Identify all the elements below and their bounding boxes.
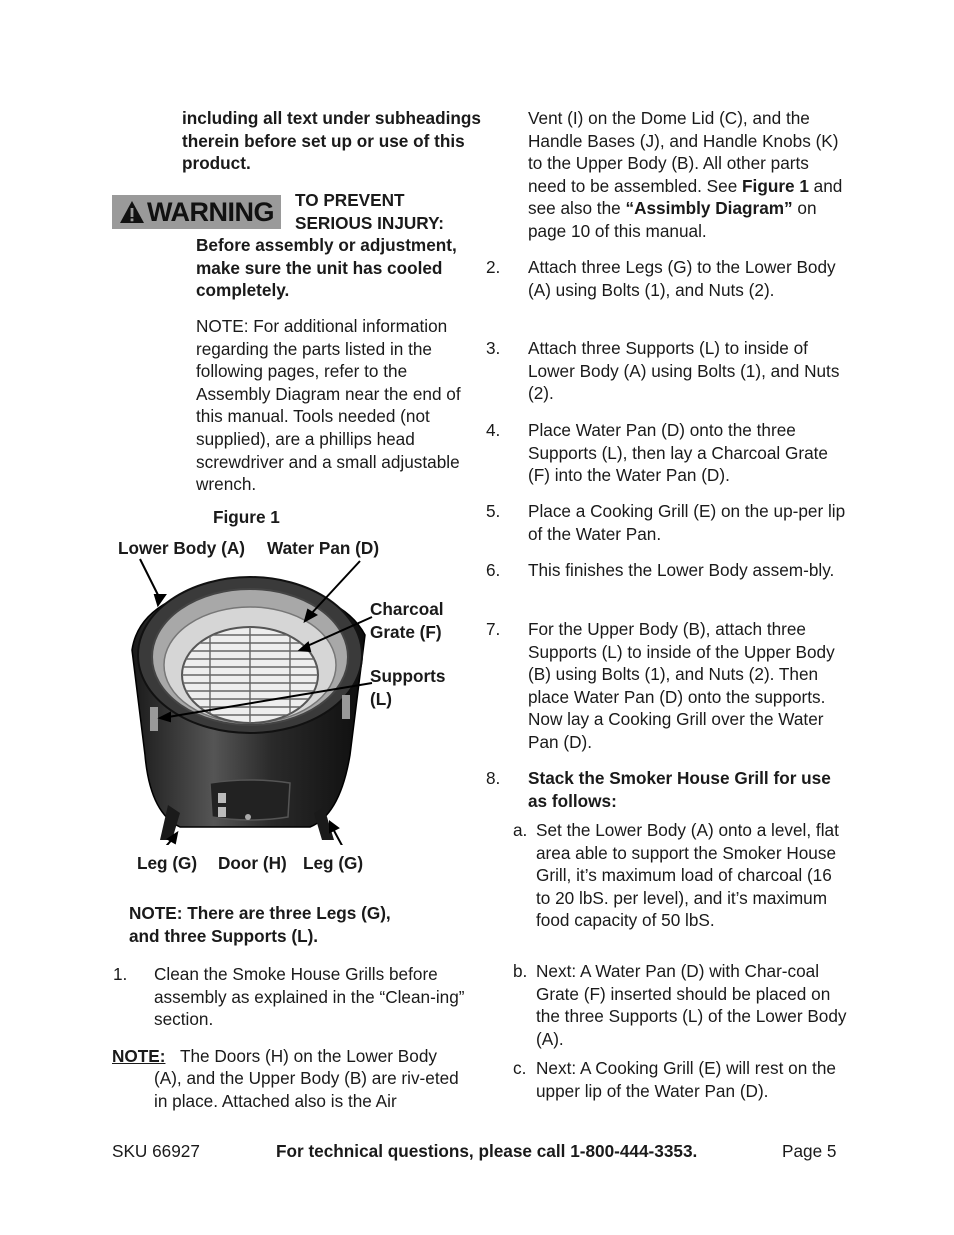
note-legs-line2: and three Supports (L). (129, 925, 319, 946)
warning-heading-line2: SERIOUS INJURY: (295, 212, 444, 233)
warning-badge (112, 195, 281, 229)
figure-label-leg-right: Leg (G) (303, 853, 364, 873)
figure-label-supports (370, 665, 445, 710)
footer-sku: SKU 66927 (112, 1141, 200, 1161)
footer-page-number: Page 5 (782, 1141, 837, 1161)
step-2-text: Attach three Legs (G) to the Lower Body (A) using Bolts (1), and Nuts (2). (528, 257, 836, 300)
substep-a (513, 819, 848, 932)
warning-triangle-icon (119, 200, 145, 224)
step-8-text: Stack the Smoker House Grill for use as follows: (528, 768, 831, 811)
step-5-number: 5. (486, 501, 501, 521)
substep-c (513, 1057, 848, 1102)
warning-body: Before assembly or adjustment, make sure the unit has cooled completely. (196, 235, 457, 301)
note-legs-supports (129, 902, 469, 947)
step-2-number: 2. (486, 257, 501, 277)
step-6-number: 6. (486, 560, 501, 580)
warning-heading-line1: TO PREVENT (295, 190, 405, 210)
substep-c-letter: c. (513, 1058, 527, 1078)
intro-paragraph: including all text under subheadings therein before set up or use of this product. (182, 108, 481, 174)
step-4-number: 4. (486, 420, 501, 440)
step-5-text: Place a Cooking Grill (E) on the up-per lip of the Water Pan. (528, 501, 846, 544)
step-3-number: 3. (486, 338, 501, 358)
continued-end: on page 10 of this manual. (528, 198, 817, 241)
step-1-number: 1. (113, 964, 128, 984)
step-1-text: Clean the Smoke House Grills before assembly as explained in the “Clean-ing” section. (154, 964, 465, 1030)
step-4-text: Place Water Pan (D) onto the three Supports (L), then lay a Charcoal Grate (F) into the Water Pan (D). (528, 420, 828, 486)
supports-label-line1: Supports (370, 666, 446, 686)
note-doors-label: NOTE: (112, 1046, 166, 1066)
footer-tech-support: For technical questions, please call 1-800-444-3353. (276, 1141, 698, 1161)
figure-label-water-pan: Water Pan (D) (267, 538, 380, 558)
continued-text: Vent (I) on the Dome Lid (C), and the Handle Bases (J), and Handle Knobs (K) to the Upper Body (B). All other parts need to be assembled. See (528, 108, 839, 196)
step-8-number: 8. (486, 768, 501, 788)
note-doors-text: (A), and the Upper Body (B) are riv-eted in place. Attached also is the Air (154, 1068, 459, 1111)
figure-reference: Figure 1 (742, 175, 809, 196)
figure-title: Figure 1 (213, 507, 280, 527)
substep-c-text: Next: A Cooking Grill (E) will rest on the upper lip of the Water Pan (D). (536, 1058, 836, 1101)
step-6-text: This finishes the Lower Body assem-bly. (528, 560, 835, 580)
diagram-reference: “Assimbly Diagram” (625, 198, 793, 219)
step-7-number: 7. (486, 619, 501, 639)
note-doors-first-line: The Doors (H) on the Lower Body (180, 1046, 437, 1066)
figure-label-charcoal-grate (370, 598, 444, 643)
smoker-figure-image (110, 555, 380, 845)
warning-heading (295, 189, 475, 234)
step-7-text: For the Upper Body (B), attach three Supports (L) to inside of the Upper Body (B) using Bolts (1), and Nuts (2). Then place Water Pan (D) onto the supports. Now lay a Cooking Grill over the Water Pan (D). (528, 619, 835, 752)
warning-badge-text: WARNING (147, 197, 274, 227)
substep-a-letter: a. (513, 820, 528, 840)
figure-label-lower-body: Lower Body (A) (118, 538, 245, 558)
substep-a-text: Set the Lower Body (A) onto a level, flat area able to support the Smoker House Grill, it’s maximum load of charcoal (16 to 20 lbS. per level), and it’s maximum food capacity of 50 lbS. (536, 820, 839, 931)
figure-label-door: Door (H) (218, 853, 287, 873)
charcoal-label-line1: Charcoal (370, 599, 444, 619)
substep-b-letter: b. (513, 961, 528, 981)
note-doors-continued (528, 107, 846, 243)
charcoal-label-line2: Grate (F) (370, 621, 442, 642)
substep-b (513, 960, 848, 1050)
note-additional-info: NOTE: For additional information regarding the parts listed in the following pages, refer to the Assembly Diagram near the end of this manual. Tools needed (not supplied), are a phillips head screwdriver and a small adjustable wrench. (196, 316, 461, 495)
step-3-text: Attach three Supports (L) to inside of Lower Body (A) using Bolts (1), and Nuts (2). (528, 338, 840, 404)
note-legs-line1: NOTE: There are three Legs (G), (129, 903, 391, 923)
continued-mid: and see also the (528, 175, 843, 219)
supports-label-line2: (L) (370, 688, 392, 709)
figure-label-leg-left: Leg (G) (137, 853, 198, 873)
substep-b-text: Next: A Water Pan (D) with Char-coal Grate (F) inserted should be placed on the three Supports (L) of the Lower Body (A). (536, 961, 847, 1049)
